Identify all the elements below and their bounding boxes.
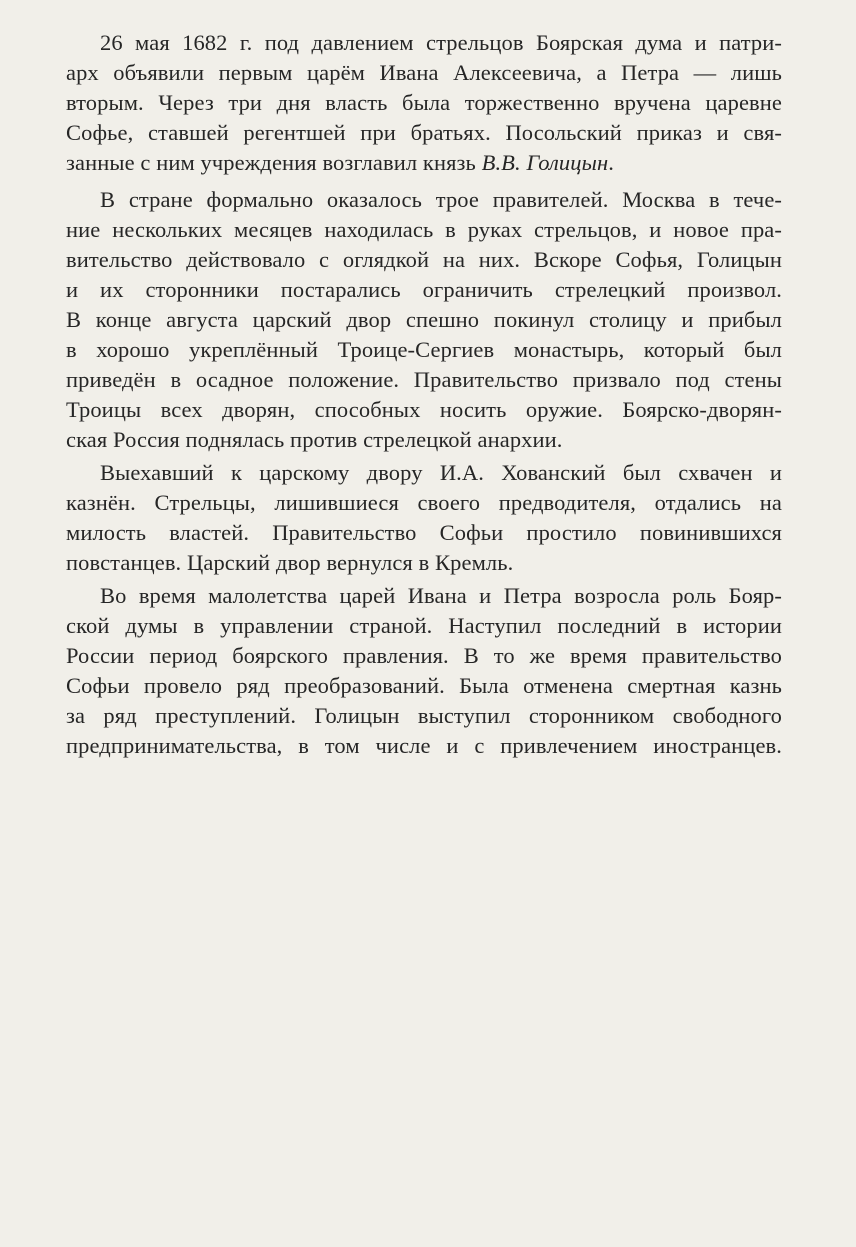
text-line: Выехавший к царскому двору И.А. Хованский был схвачен и [100, 460, 782, 485]
text-line: в хорошо укреплённый Троице-Сергиев монастырь, который был [66, 337, 782, 362]
text-line: арх объявили первым царём Ивана Алексеевича, а Петра — лишь [66, 60, 782, 85]
text-line: ской думы в управлении страной. Наступил последний в истории [66, 613, 782, 638]
text-line: Софьи провело ряд преобразований. Была отменена смертная казнь [66, 673, 782, 698]
text-line: Во время малолетства царей Ивана и Петра возросла роль Бояр- [100, 583, 782, 608]
text-line: приведён в осадное положение. Правительство призвало под стены [66, 367, 782, 392]
text-line: В конце августа царский двор спешно покинул столицу и прибыл [66, 307, 782, 332]
text-line-part: . [608, 150, 614, 175]
text-line: 26 мая 1682 г. под давлением стрельцов Боярская дума и патри- [100, 30, 782, 55]
text-line [66, 148, 614, 178]
text-line: Софье, ставшей регентшей при братьях. Посольский приказ и свя- [66, 120, 782, 145]
text-line: предпринимательства, в том числе и с привлечением иностранцев. [66, 733, 782, 758]
text-line: ние нескольких месяцев находилась в руках стрельцов, и новое пра- [66, 217, 782, 242]
text-line: В стране формально оказалось трое правителей. Москва в тече- [100, 187, 782, 212]
text-line: за ряд преступлений. Голицын выступил сторонником свободного [66, 703, 782, 728]
text-line: повстанцев. Царский двор вернулся в Кремль. [66, 550, 514, 575]
text-line: и их сторонники постарались ограничить стрелецкий произвол. [66, 277, 782, 302]
text-line: ская Россия поднялась против стрелецкой анархии. [66, 427, 563, 452]
text-line: Троицы всех дворян, способных носить оружие. Боярско-дворян- [66, 397, 782, 422]
text-line: вторым. Через три дня власть была торжественно вручена царевне [66, 90, 782, 115]
text-line: казнён. Стрельцы, лишившиеся своего предводителя, отдались на [66, 490, 782, 515]
text-line: России период боярского правления. В то же время правительство [66, 643, 782, 668]
person-name: В.В. Голицын [481, 150, 609, 175]
text-line: вительство действовало с оглядкой на них. Вскоре Софья, Голицын [66, 247, 782, 272]
text-line: милость властей. Правительство Софьи простило повинившихся [66, 520, 782, 545]
text-line-part: занные с ним учреждения возглавил князь [66, 150, 482, 175]
